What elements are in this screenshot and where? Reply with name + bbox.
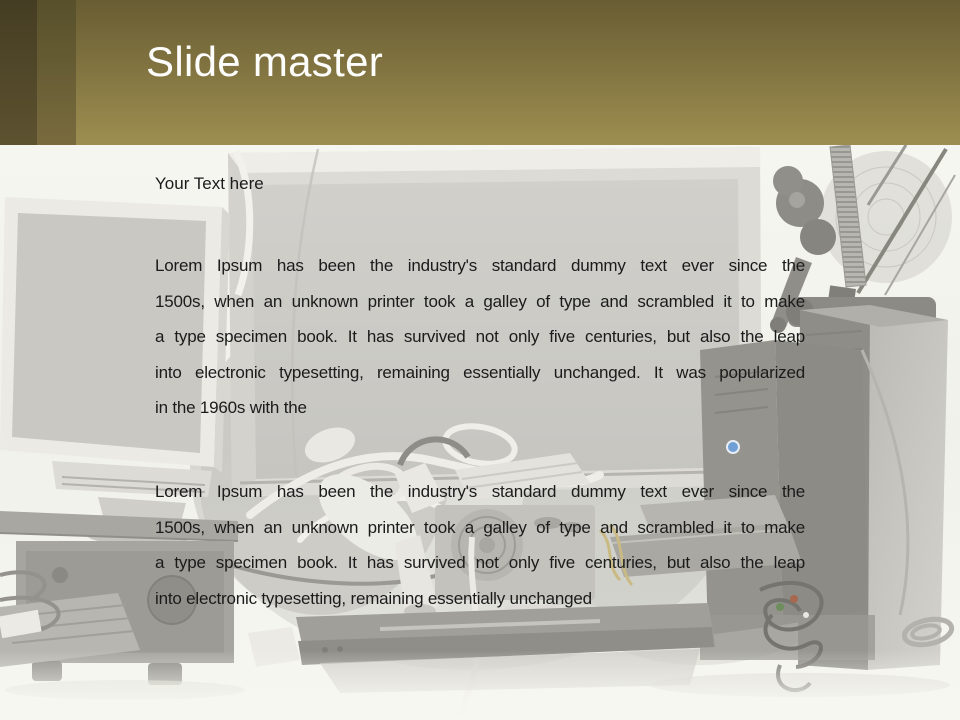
paragraph-line: Lorem Ipsum has been the industry's standard dummy text ever since the bbox=[155, 256, 805, 275]
paragraph-line: a type specimen book. It has survived not only five centuries, but also the leap bbox=[155, 553, 805, 572]
slide-title: Slide master bbox=[146, 38, 384, 85]
paragraph-line: in the 1960s with the bbox=[155, 398, 307, 417]
body-paragraph-2 bbox=[155, 474, 805, 616]
paragraph-line: 1500s, when an unknown printer took a galley of type and scrambled it to make bbox=[155, 291, 805, 311]
body-paragraph-1 bbox=[155, 248, 805, 426]
paragraph-line: a type specimen book. It has survived not only five centuries, but also the leap bbox=[155, 327, 805, 346]
paragraph-line: 1500s, when an unknown printer took a galley of type and scrambled it to make bbox=[155, 517, 805, 537]
paragraph-line: Lorem Ipsum has been the industry's standard dummy text ever since the bbox=[155, 482, 805, 501]
paragraph-line: into electronic typesetting, remaining essentially unchanged. It was popularized bbox=[155, 362, 805, 382]
paragraph-line: into electronic typesetting, remaining essentially unchanged bbox=[155, 588, 592, 608]
text-placeholder-label: Your Text here bbox=[155, 174, 264, 193]
